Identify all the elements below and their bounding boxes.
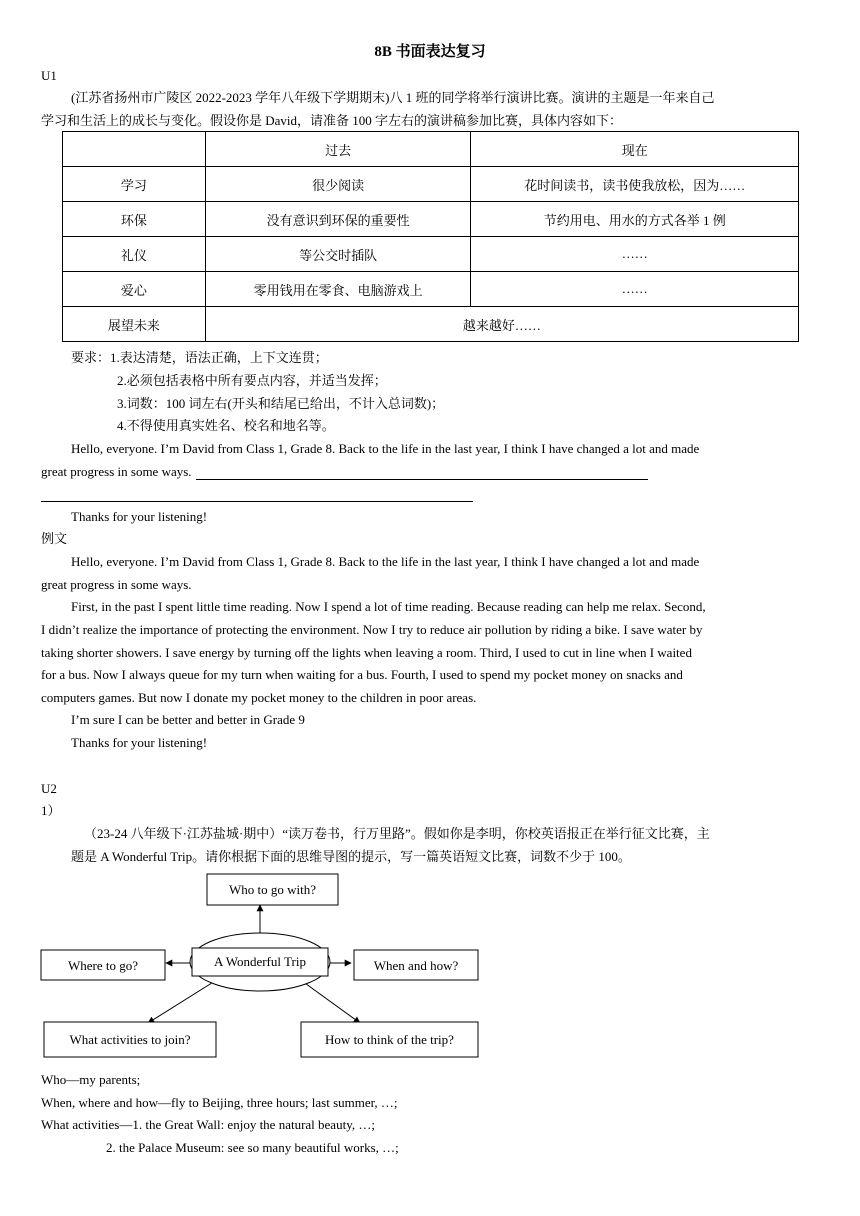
- section-label-u2: U2: [41, 781, 57, 796]
- requirement-3: 3.词数：100 词左右(开头和结尾已给出，不计入总词数)；: [117, 396, 445, 411]
- answer-blank-line: [196, 466, 648, 480]
- node-where: Where to go?: [67, 958, 139, 973]
- table-cell: 没有意识到环保的重要性: [205, 202, 471, 237]
- sample-p1-line1: Hello, everyone. I’m David from Class 1, Grade 8. Back to the life in the last year, I think I have changed a lot and made: [71, 554, 700, 569]
- essay-closing: Thanks for your listening!: [71, 509, 208, 524]
- u2-prompt-line1: （23-24 八年级下·江苏盐城·期中）“读万卷书，行万里路”。假如你是李明，你校英语报正在举行征文比赛，主: [84, 826, 710, 841]
- mind-map-diagram: [38, 868, 488, 1063]
- writing-plan-table: [62, 131, 799, 342]
- sample-p2-line1: First, in the past I spent little time reading. Now I spend a lot of time reading. Because reading can help me relax. Second,: [71, 599, 706, 614]
- table-cell: 越来越好……: [205, 307, 798, 342]
- table-row: [63, 272, 799, 307]
- table-cell: 环保: [63, 202, 206, 237]
- table-row: [63, 202, 799, 237]
- sample-p2-line3: taking shorter showers. I save energy by turning off the lights when leaving a room. Third, I used to cut in line when I waited: [41, 645, 692, 660]
- essay-opening-line2: [41, 464, 648, 480]
- table-cell: 学习: [63, 167, 206, 202]
- table-cell: 花时间读书，读书使我放松，因为……: [471, 167, 799, 202]
- sample-p4: Thanks for your listening!: [71, 735, 208, 750]
- node-think: How to think of the trip?: [325, 1032, 454, 1047]
- requirement-4: 4.不得使用真实姓名、校名和地名等。: [117, 418, 335, 433]
- table-cell: 很少阅读: [205, 167, 471, 202]
- table-header-row: [63, 132, 799, 167]
- table-header-cell: [63, 132, 206, 167]
- table-cell: ……: [471, 272, 799, 307]
- arrow-to-bottom-left: [148, 981, 215, 1023]
- sample-p1-line2: great progress in some ways.: [41, 577, 192, 592]
- essay-opening: Hello, everyone. I’m David from Class 1, Grade 8. Back to the life in the last year, I think I have changed a lot and made: [71, 441, 700, 456]
- sample-p3: I’m sure I can be better and better in Grade 9: [71, 712, 305, 727]
- table-row: [63, 237, 799, 272]
- essay-opening-text: great progress in some ways.: [41, 464, 192, 479]
- node-who: Who to go with?: [228, 882, 317, 897]
- table-cell: 等公交时插队: [205, 237, 471, 272]
- sample-p2-line4: for a bus. Now I always queue for my turn when waiting for a bus. Fourth, I used to spend my pocket money on snacks and: [41, 667, 683, 682]
- table-header-cell: 过去: [205, 132, 471, 167]
- node-when-how: When and how?: [373, 958, 459, 973]
- u2-prompt-line2: 题是 A Wonderful Trip。请你根据下面的思维导图的提示，写一篇英语短文比赛，词数不少于 100。: [71, 849, 631, 864]
- table-cell: 节约用电、用水的方式各举 1 例: [471, 202, 799, 237]
- answer-blank-line-2: [41, 486, 473, 502]
- table-row: [63, 307, 799, 342]
- note-who: Who—my parents;: [41, 1072, 141, 1087]
- sample-label: 例文: [41, 531, 68, 546]
- center-topic: A Wonderful Trip: [214, 954, 306, 969]
- node-activities: What activities to join?: [69, 1032, 191, 1047]
- note-activities-2: 2. the Palace Museum: see so many beautiful works, …;: [106, 1140, 399, 1155]
- u1-prompt-line2: 学习和生活上的成长与变化。假设你是 David，请准备 100 字左右的演讲稿参加比赛，具体内容如下：: [41, 113, 623, 128]
- table-row: [63, 167, 799, 202]
- table-header-cell: 现在: [471, 132, 799, 167]
- arrow-to-bottom-right: [302, 981, 360, 1023]
- u2-item-number: 1）: [41, 803, 61, 818]
- table-cell: 零用钱用在零食、电脑游戏上: [205, 272, 471, 307]
- table-cell: ……: [471, 237, 799, 272]
- table-cell: 爱心: [63, 272, 206, 307]
- table-cell: 展望未来: [63, 307, 206, 342]
- requirement-1: 要求：1.表达清楚，语法正确，上下文连贯；: [71, 350, 328, 365]
- requirement-2: 2.必须包括表格中所有要点内容，并适当发挥；: [117, 373, 387, 388]
- page-title: 8B 书面表达复习: [374, 44, 486, 60]
- note-activities-1: What activities—1. the Great Wall: enjoy the natural beauty, …;: [41, 1117, 375, 1132]
- sample-p2-line5: computers games. But now I donate my pocket money to the children in poor areas.: [41, 690, 477, 705]
- note-when-where-how: When, where and how—fly to Beijing, three hours; last summer, …;: [41, 1095, 398, 1110]
- answer-blank-line: [41, 488, 473, 502]
- sample-p2-line2: I didn’t realize the importance of protecting the environment. Now I try to reduce air pollution by riding a bike. I save water by: [41, 622, 703, 637]
- table-cell: 礼仪: [63, 237, 206, 272]
- section-label-u1: U1: [41, 68, 57, 83]
- u1-prompt-line1: (江苏省扬州市广陵区 2022-2023 学年八年级下学期期末)八 1 班的同学将举行演讲比赛。演讲的主题是一年来自己: [71, 90, 715, 105]
